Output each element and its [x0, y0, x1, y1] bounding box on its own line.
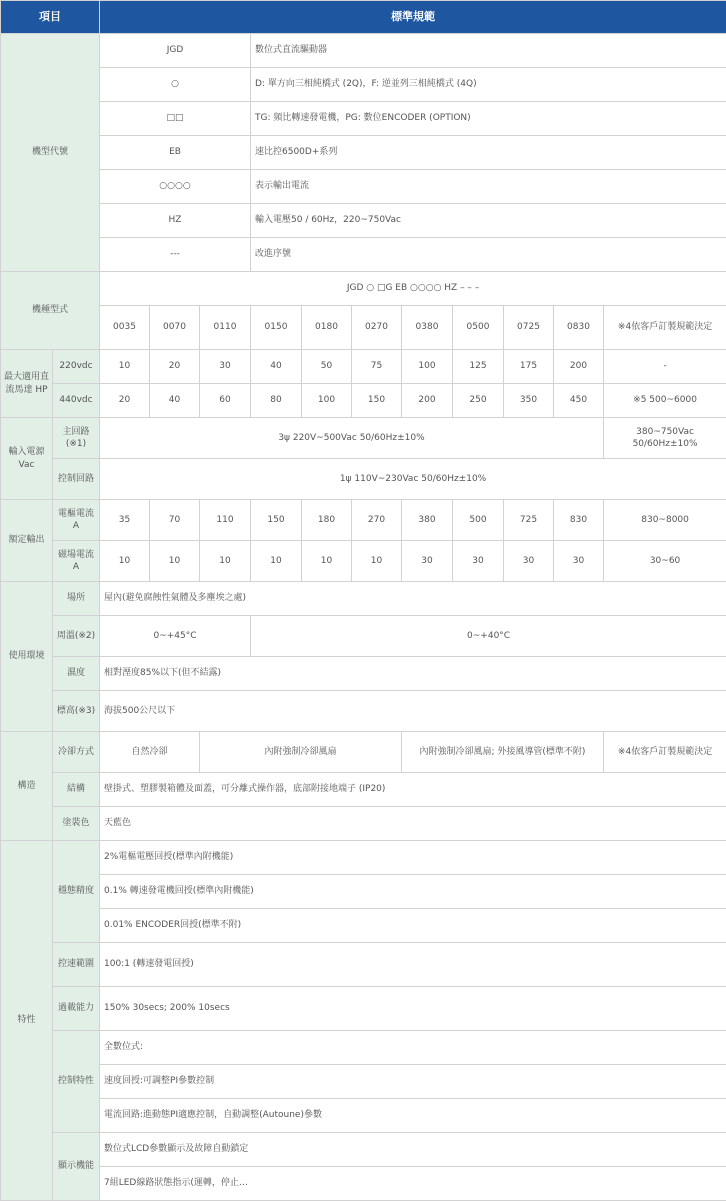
table-row [1, 875, 726, 909]
place-value: 屋內(避免腐蝕性氣體及多塵埃之處) [100, 582, 726, 616]
table-row [1, 238, 726, 272]
current-value: 30 [554, 541, 604, 582]
code-desc: 速比控6500D+系列 [251, 136, 726, 170]
code-desc: 改進序號 [251, 238, 726, 272]
table-row [1, 841, 726, 875]
control-label: 控制特性 [53, 1031, 100, 1133]
control-value: 速度回授:可調整PI參數控制 [100, 1065, 726, 1099]
rated-output-label: 額定輸出 [1, 500, 53, 582]
custom-note: ※4依客戶訂製規範決定 [604, 306, 726, 350]
hp-value: 50 [302, 350, 352, 384]
table-row [1, 136, 726, 170]
table-row [1, 657, 726, 691]
code-cell: ○ [100, 68, 251, 102]
current-value: 830 [554, 500, 604, 541]
table-row [1, 350, 726, 384]
overload-value: 150% 30secs; 200% 10secs [100, 987, 726, 1031]
model-number: 0035 [100, 306, 150, 350]
altitude-value: 海拔500公尺以下 [100, 691, 726, 732]
model-number: 0180 [302, 306, 352, 350]
hp-value: 450 [554, 384, 604, 418]
structure-label: 結構 [53, 773, 100, 807]
current-extra: 830~8000 [604, 500, 726, 541]
hp-value: 20 [100, 384, 150, 418]
paint-value: 天藍色 [100, 807, 726, 841]
table-row [1, 616, 726, 657]
current-extra: 30~60 [604, 541, 726, 582]
model-number: 0070 [150, 306, 200, 350]
table-row [1, 1133, 726, 1167]
hp-value: 40 [150, 384, 200, 418]
hp-value: 250 [453, 384, 504, 418]
code-desc: TG: 頻比轉速發電機，PG: 數位ENCODER (OPTION) [251, 102, 726, 136]
current-value: 500 [453, 500, 504, 541]
table-row [1, 582, 726, 616]
hp-extra: - [604, 350, 726, 384]
model-number: 0500 [453, 306, 504, 350]
altitude-label: 標高(※3) [53, 691, 100, 732]
table-row [1, 102, 726, 136]
current-value: 110 [200, 500, 251, 541]
hp-value: 150 [352, 384, 402, 418]
hp-value: 10 [100, 350, 150, 384]
table-row [1, 204, 726, 238]
range-label: 控速範圍 [53, 943, 100, 987]
model-number: 0150 [251, 306, 302, 350]
table-row [1, 1065, 726, 1099]
paint-label: 塗裝色 [53, 807, 100, 841]
field-current-label: 磁場電流 A [53, 541, 100, 582]
hp-value: 100 [402, 350, 453, 384]
code-cell: HZ [100, 204, 251, 238]
hp-value: 30 [200, 350, 251, 384]
current-value: 10 [302, 541, 352, 582]
table-row [1, 541, 726, 582]
display-label: 顯示機能 [53, 1133, 100, 1201]
main-circuit-label: 主回路(※1) [53, 418, 100, 459]
code-cell: ○○○○ [100, 170, 251, 204]
current-value: 10 [352, 541, 402, 582]
table-row [1, 384, 726, 418]
temperature-label: 周溫(※2) [53, 616, 100, 657]
max-motor-label: 最大適用直流馬達 HP [1, 350, 53, 418]
model-number: 0380 [402, 306, 453, 350]
table-row [1, 943, 726, 987]
model-number-row [1, 306, 726, 350]
hp-value: 60 [200, 384, 251, 418]
header-item: 項目 [1, 1, 100, 34]
precision-value: 2%電樞電壓回授(標準內附機能) [100, 841, 726, 875]
table-row [1, 909, 726, 943]
features-label: 特性 [1, 841, 53, 1201]
current-value: 10 [200, 541, 251, 582]
code-cell: JGD [100, 34, 251, 68]
current-value: 30 [402, 541, 453, 582]
control-circuit-label: 控制回路 [53, 459, 100, 500]
current-value: 10 [251, 541, 302, 582]
table-row [1, 1031, 726, 1065]
current-value: 10 [100, 541, 150, 582]
control-circuit-value: 1ψ 110V~230Vac 50/60Hz±10% [100, 459, 726, 500]
code-cell: □□ [100, 102, 251, 136]
place-label: 場所 [53, 582, 100, 616]
code-desc: D: 單方向三相純橋式 (2Q)，F: 逆並列三相純橋式 (4Q) [251, 68, 726, 102]
table-row [1, 459, 726, 500]
table-row [1, 500, 726, 541]
current-value: 180 [302, 500, 352, 541]
code-cell: --- [100, 238, 251, 272]
hp-value: 75 [352, 350, 402, 384]
precision-value: 0.1% 轉速發電機回授(標準內附機能) [100, 875, 726, 909]
table-row [1, 418, 726, 459]
temperature-value: 0~+45°C [100, 616, 251, 657]
input-voltage-label: 輸入電源 Vac [1, 418, 53, 500]
code-desc: 表示輸出電流 [251, 170, 726, 204]
overload-label: 過載能力 [53, 987, 100, 1031]
cooling-value: 內附強制冷卻風扇 [200, 732, 402, 773]
structure-value: 壁掛式、塑膠製箱體及面蓋，可分離式操作器，底部附接地端子 (IP20) [100, 773, 726, 807]
hp-value: 80 [251, 384, 302, 418]
table-row [1, 691, 726, 732]
environment-label: 使用環境 [1, 582, 53, 732]
model-type-label: 機種型式 [1, 272, 100, 350]
cooling-value: 自然冷卻 [100, 732, 200, 773]
armature-current-label: 電樞電流 A [53, 500, 100, 541]
table-row [1, 1167, 726, 1201]
model-code-label: 機型代號 [1, 34, 100, 272]
display-value: 數位式LCD參數顯示及故障自動鎖定 [100, 1133, 726, 1167]
voltage-label: 440vdc [53, 384, 100, 418]
table-row [1, 170, 726, 204]
main-circuit-extra: 380~750Vac 50/60Hz±10% [604, 418, 726, 459]
humidity-value: 相對溼度85%以下(但不結露) [100, 657, 726, 691]
hp-value: 125 [453, 350, 504, 384]
hp-value: 200 [554, 350, 604, 384]
hp-value: 175 [504, 350, 554, 384]
construction-label: 構造 [1, 732, 53, 841]
current-value: 150 [251, 500, 302, 541]
current-value: 35 [100, 500, 150, 541]
range-value: 100:1 (轉速發電回授) [100, 943, 726, 987]
code-cell: EB [100, 136, 251, 170]
current-value: 30 [453, 541, 504, 582]
hp-value: 350 [504, 384, 554, 418]
table-row [1, 987, 726, 1031]
table-row [1, 272, 726, 306]
cooling-value: ※4依客戶訂製規範決定 [604, 732, 726, 773]
humidity-label: 濕度 [53, 657, 100, 691]
table-row [1, 773, 726, 807]
header-row [1, 1, 726, 34]
current-value: 70 [150, 500, 200, 541]
control-value: 電流回路:進動態PI適應控制，自動調整(Autoune)參數 [100, 1099, 726, 1133]
hp-extra: ※5 500~6000 [604, 384, 726, 418]
current-value: 380 [402, 500, 453, 541]
model-number: 0270 [352, 306, 402, 350]
current-value: 725 [504, 500, 554, 541]
header-spec: 標準規範 [100, 1, 726, 34]
code-desc: 輸入電壓50 / 60Hz，220~750Vac [251, 204, 726, 238]
model-number: 0110 [200, 306, 251, 350]
hp-value: 20 [150, 350, 200, 384]
temperature-value: 0~+40°C [251, 616, 726, 657]
voltage-label: 220vdc [53, 350, 100, 384]
hp-value: 40 [251, 350, 302, 384]
hp-value: 100 [302, 384, 352, 418]
current-value: 30 [504, 541, 554, 582]
table-row [1, 68, 726, 102]
table-row [1, 1099, 726, 1133]
table-row [1, 807, 726, 841]
precision-value: 0.01% ENCODER回授(標準不附) [100, 909, 726, 943]
cooling-value: 內附強制冷卻風扇; 外接風導管(標準不附) [402, 732, 604, 773]
table-row [1, 732, 726, 773]
model-formula: JGD ○ □G EB ○○○○ HZ – – – [100, 272, 726, 306]
main-circuit-value: 3ψ 220V~500Vac 50/60Hz±10% [100, 418, 604, 459]
precision-label: 穩態精度 [53, 841, 100, 943]
current-value: 10 [150, 541, 200, 582]
hp-value: 200 [402, 384, 453, 418]
current-value: 270 [352, 500, 402, 541]
control-value: 全數位式: [100, 1031, 726, 1065]
model-number: 0725 [504, 306, 554, 350]
display-value: 7組LED線路狀態指示(運轉，停止… [100, 1167, 726, 1201]
model-number: 0830 [554, 306, 604, 350]
code-desc: 數位式直流驅動器 [251, 34, 726, 68]
table-row [1, 34, 726, 68]
cooling-label: 冷卻方式 [53, 732, 100, 773]
